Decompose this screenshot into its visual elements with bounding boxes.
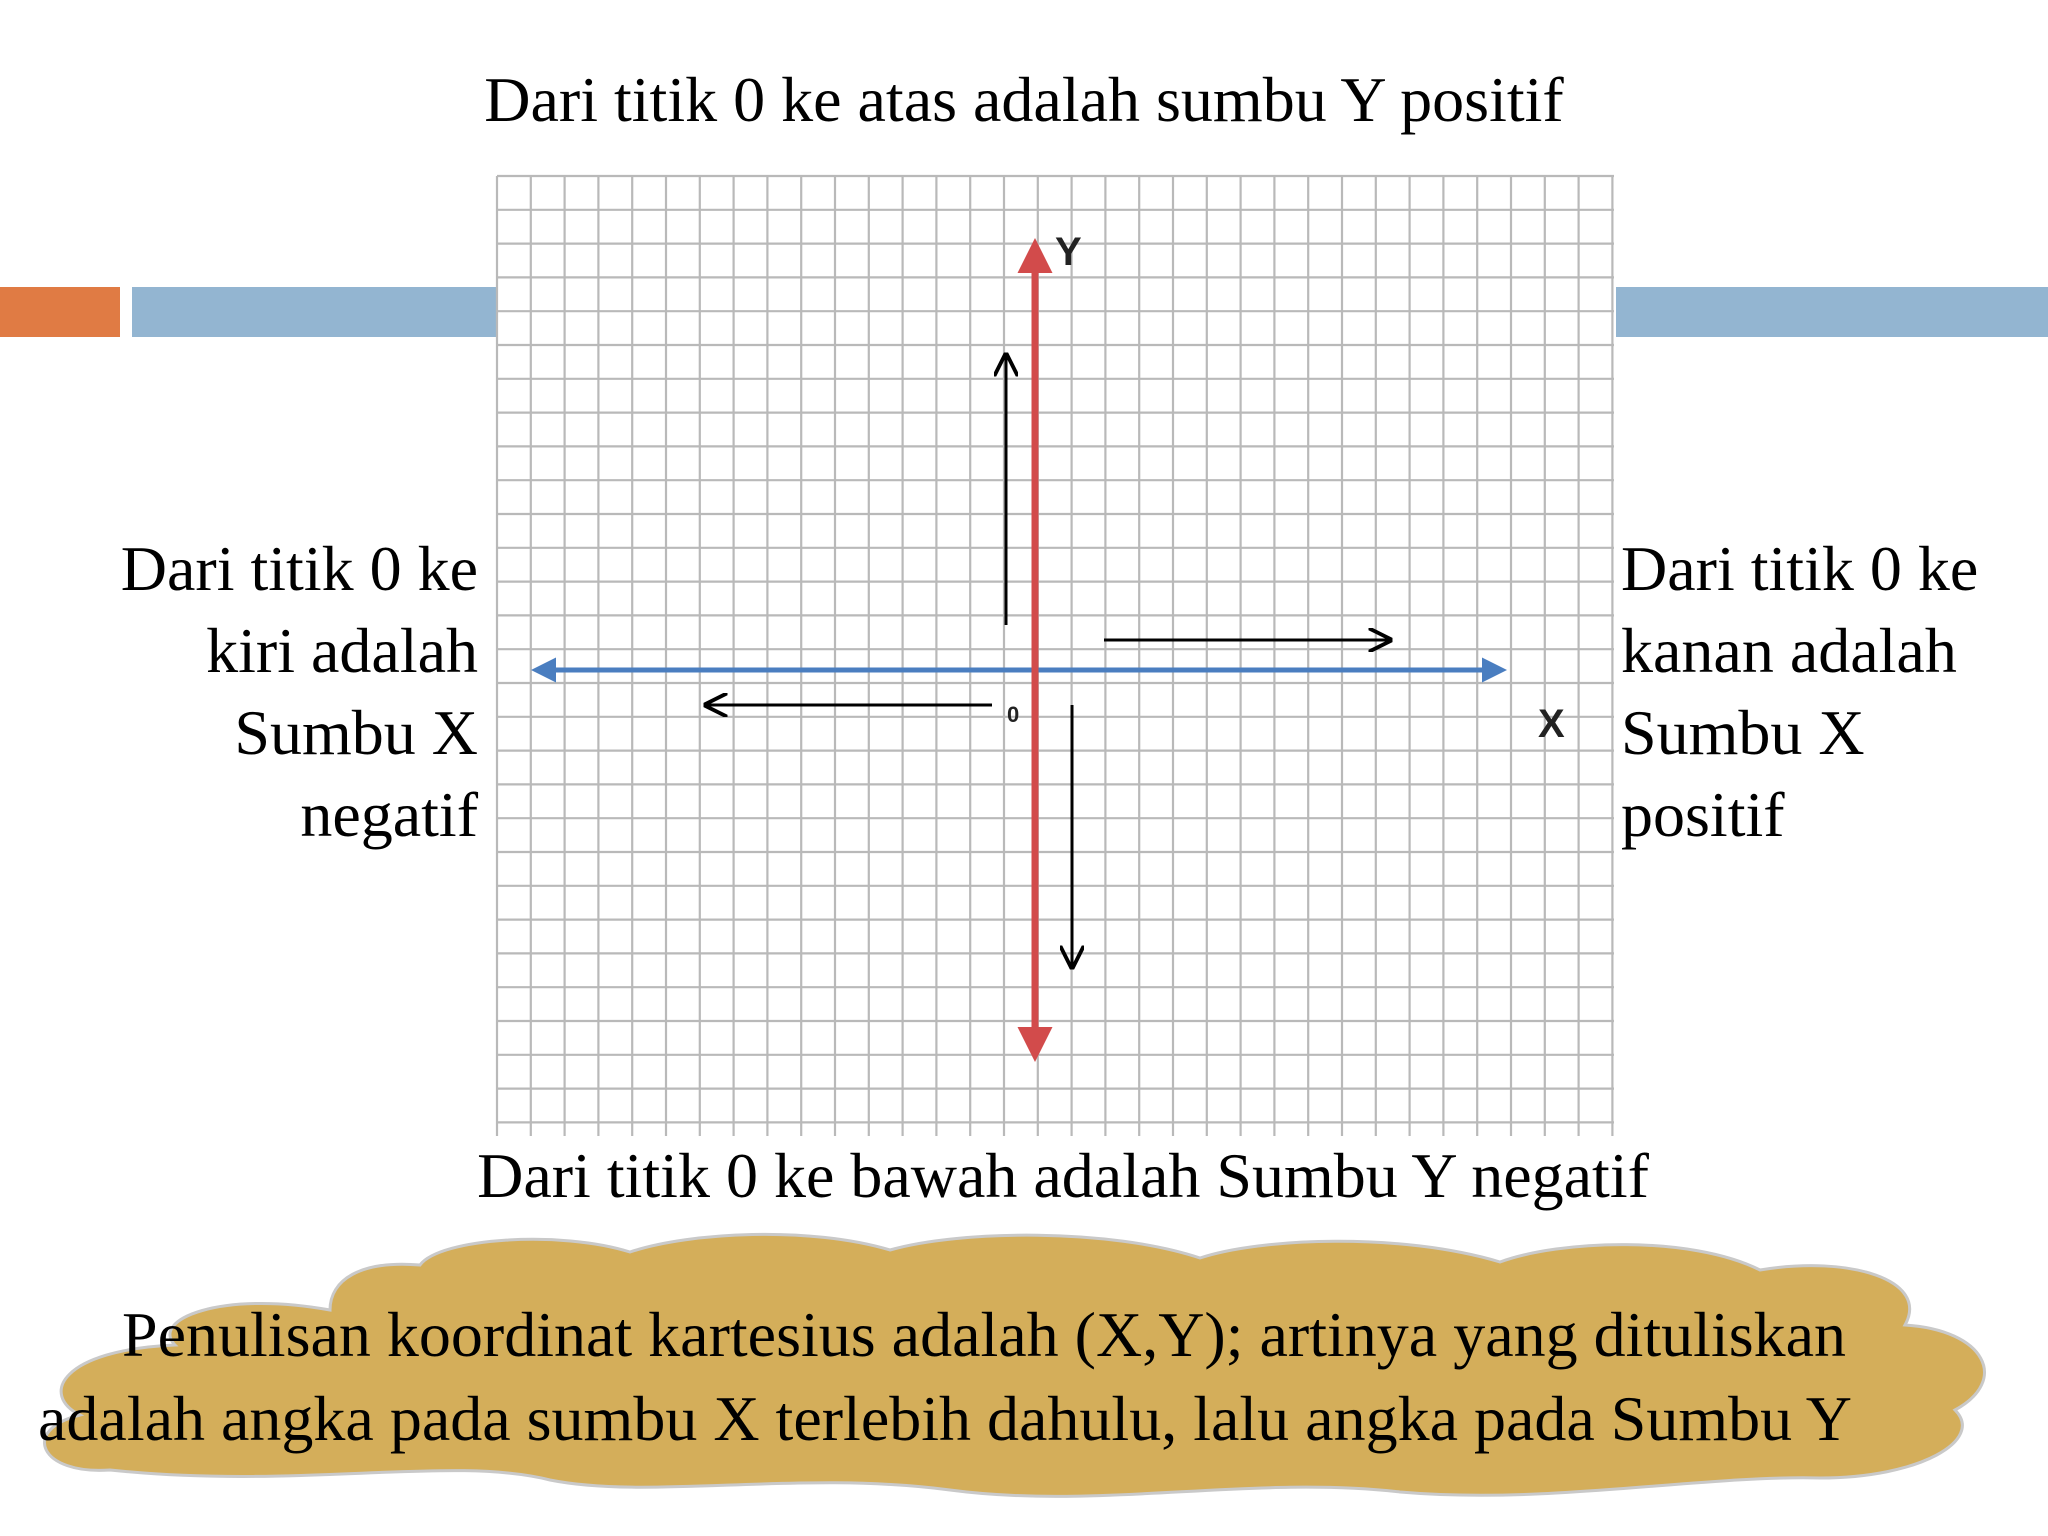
label-x-negative-line: negatif bbox=[300, 779, 478, 850]
label-x-positive-line: Dari titik 0 ke bbox=[1621, 533, 1979, 604]
label-x-negative bbox=[40, 528, 478, 856]
callout-text bbox=[0, 1293, 2048, 1461]
callout-line-2: adalah angka pada sumbu X terlebih dahulu, lalu angka pada Sumbu Y bbox=[38, 1383, 1852, 1454]
label-x-positive-line: Sumbu X bbox=[1621, 697, 1865, 768]
label-x-positive-line: kanan adalah bbox=[1621, 615, 1957, 686]
origin-label: 0 bbox=[1007, 702, 1020, 727]
label-y-negative: Dari titik 0 ke bawah adalah Sumbu Y negatif bbox=[477, 1140, 1649, 1211]
y-axis-label: Y bbox=[1055, 230, 1082, 274]
label-x-negative-line: Sumbu X bbox=[234, 697, 478, 768]
label-x-positive-line: positif bbox=[1621, 779, 1785, 850]
label-x-positive bbox=[1621, 528, 2041, 856]
label-x-negative-line: kiri adalah bbox=[206, 615, 478, 686]
label-y-positive: Dari titik 0 ke atas adalah sumbu Y positif bbox=[484, 64, 1564, 135]
callout-line-1: Penulisan koordinat kartesius adalah (X,Y); artinya yang dituliskan bbox=[122, 1299, 1847, 1370]
label-x-negative-line: Dari titik 0 ke bbox=[120, 533, 478, 604]
x-axis-label: X bbox=[1538, 702, 1565, 746]
grid bbox=[497, 176, 1614, 1136]
